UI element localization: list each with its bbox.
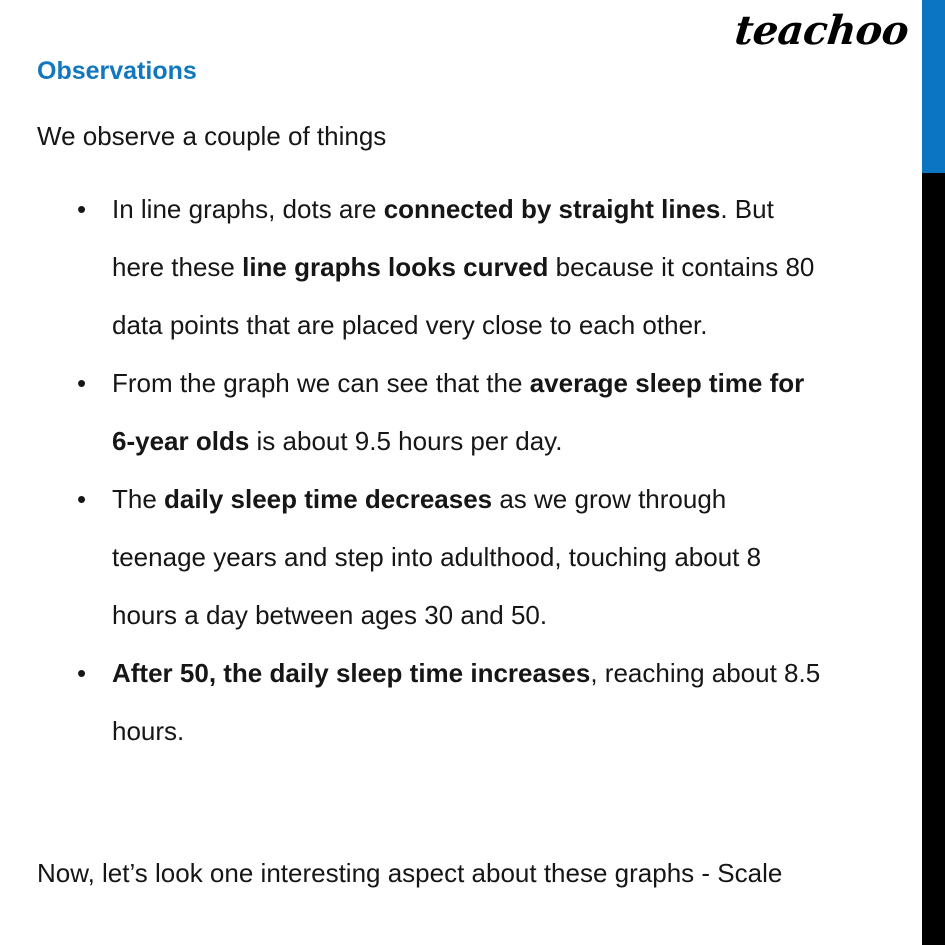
plain-text: From the graph we can see that the: [112, 368, 530, 398]
plain-text: because it contains 80: [548, 252, 815, 282]
emphasis-text: 6-year olds: [112, 426, 250, 456]
list-item: [37, 180, 897, 354]
emphasis-text: average sleep time for: [529, 368, 805, 398]
list-item-line: [112, 528, 897, 586]
emphasis-text: daily sleep time decreases: [164, 484, 493, 514]
plain-text: here these: [112, 252, 243, 282]
list-item-line: [112, 644, 897, 702]
list-item-line: [112, 180, 897, 238]
plain-text: is about 9.5 hours per day.: [249, 426, 563, 456]
list-item: [37, 470, 897, 644]
plain-text: In line graphs, dots are: [112, 194, 384, 224]
plain-text: as we grow through: [492, 484, 727, 514]
closing-text: Now, let’s look one interesting aspect about these graphs - Scale: [37, 858, 783, 888]
plain-text: hours.: [112, 716, 185, 746]
plain-text: The: [112, 484, 165, 514]
plain-text: hours a day between ages 30 and 50.: [112, 600, 548, 630]
bullet-dot-icon: •: [77, 368, 87, 398]
right-edge-blue-bar: [922, 0, 945, 173]
list-item-line: [112, 702, 897, 760]
right-edge-black-bar: [922, 173, 945, 945]
list-item-line: [112, 238, 897, 296]
list-item-line: [112, 586, 897, 644]
list-item-line: [112, 354, 897, 412]
teachoo-logo: teachoo: [732, 7, 911, 54]
intro-text: We observe a couple of things: [37, 121, 387, 151]
list-item-line: [112, 412, 897, 470]
plain-text: , reaching about 8.5: [590, 658, 821, 688]
emphasis-text: connected by straight lines: [383, 194, 721, 224]
list-item-line: [112, 470, 897, 528]
plain-text: . But: [720, 194, 774, 224]
emphasis-text: line graphs looks curved: [242, 252, 549, 282]
emphasis-text: After 50, the daily sleep time increases: [112, 658, 591, 688]
bullet-list: [37, 180, 897, 760]
bullet-dot-icon: •: [77, 194, 87, 224]
page-title: Observations: [37, 57, 197, 85]
plain-text: teenage years and step into adulthood, touching about 8: [112, 542, 762, 572]
list-item: [37, 354, 897, 470]
bullet-dot-icon: •: [77, 658, 87, 688]
plain-text: data points that are placed very close to each other.: [112, 310, 708, 340]
bullet-dot-icon: •: [77, 484, 87, 514]
list-item-line: [112, 296, 897, 354]
list-item: [37, 644, 897, 760]
